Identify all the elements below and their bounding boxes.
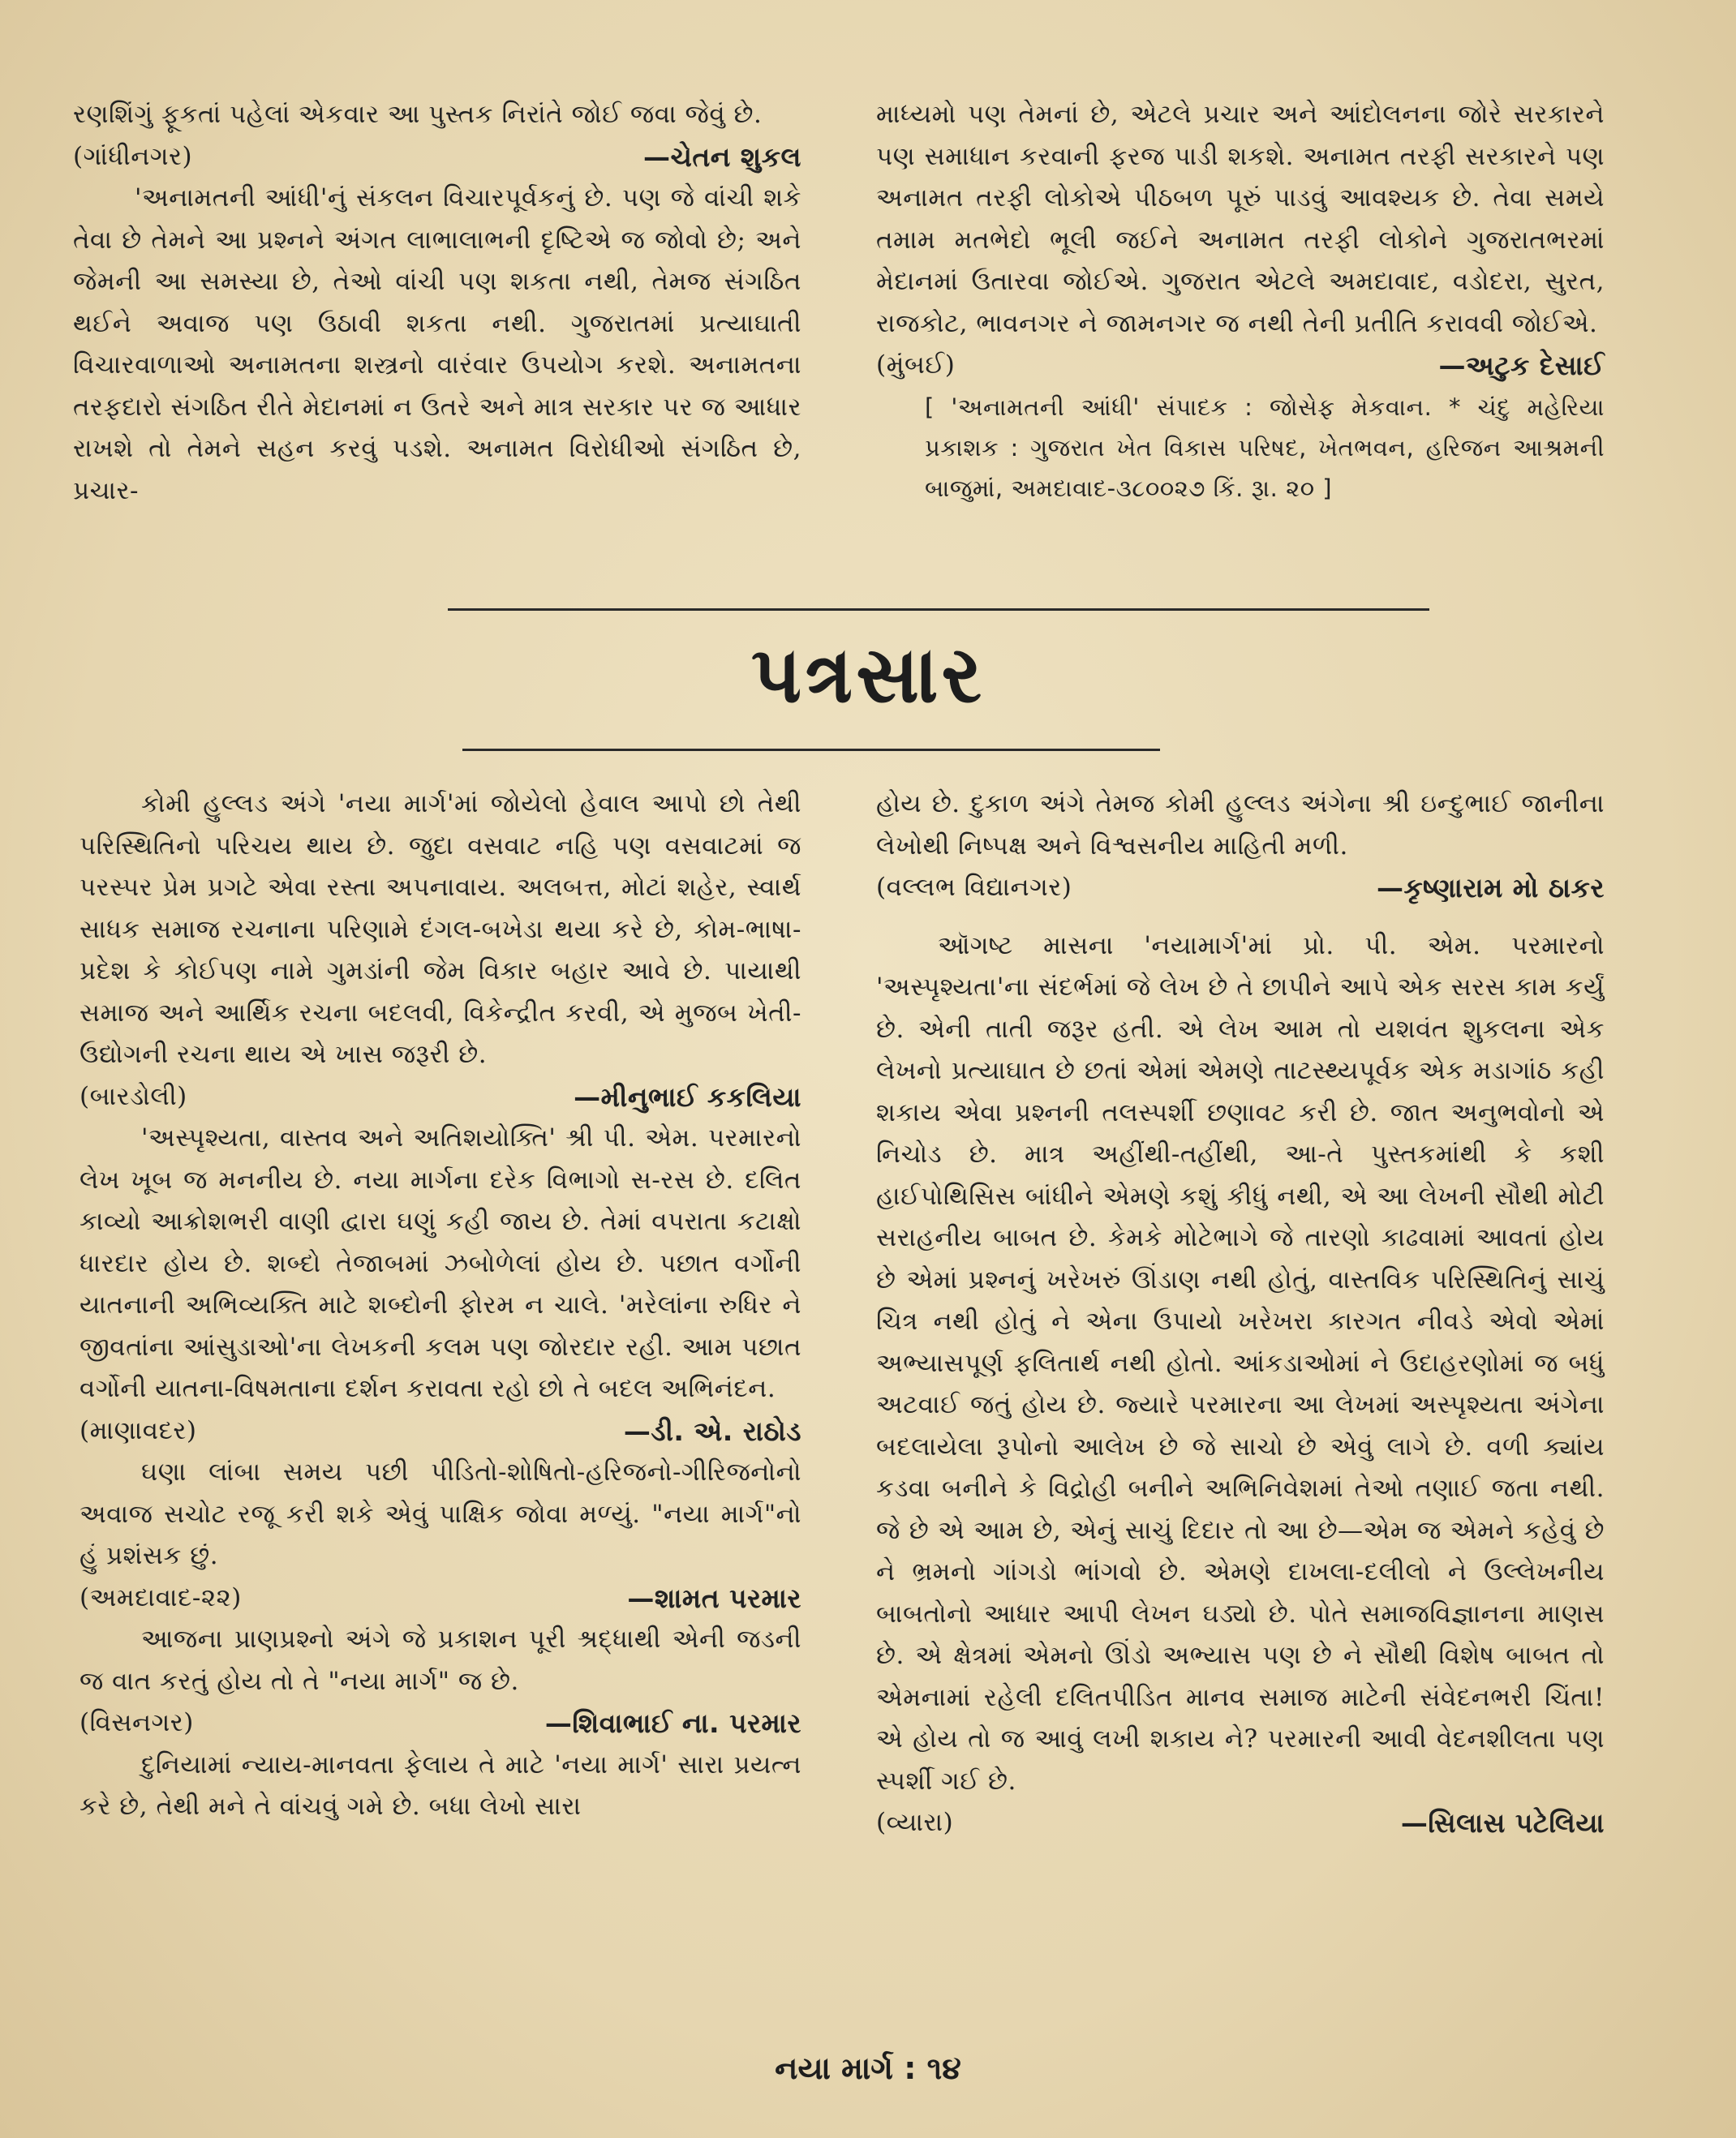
signature-row [79, 1578, 801, 1620]
signature-row [73, 136, 801, 178]
author-signature: —મીનુભાઈ કકલિયા [574, 1080, 801, 1113]
paragraph: ઑગષ્ટ માસના 'નયામાર્ગ'માં પ્રો. પી. એમ. પરમારનો 'અસ્પૃશ્યતા'ના સંદર્ભમાં જે લેખ છે તે છાપીને આપે એક સરસ કામ કર્યું છે. એની તાતી જરૂર હતી. એ લેખ આમ તો યશવંત શુકલના એક લેખનો પ્રત્યાઘાત છે છતાં એમાં એમણે તાટસ્થ્યપૂર્વક એક મડાગાંઠ કહી શકાય એવા પ્રશ્નની તલસ્પર્શી છણાવટ કરી છે. જાત અનુભવોનો એ નિચોડ છે. માત્ર અહીંથી-તહીંથી, આ-તે પુસ્તકમાંથી કે કશી હાઈપોથિસિસ બાંધીને એમણે કશું કીધું નથી, એ આ લેખની સૌથી મોટી સરાહનીય બાબત છે. કેમકે મોટેભાગે જે તારણો કાઢવામાં આવતાં હોય છે એમાં પ્રશ્નનું ખરેખરું ઊંડાણ નથી હોતું, વાસ્તવિક પરિસ્થિતિનું સાચું ચિત્ર નથી હોતું ને એના ઉપાયો ખરેખરા કારગત નીવડે એવો એમાં અભ્યાસપૂર્ણ ફલિતાર્થ નથી હોતો. આંકડાઓમાં ને ઉદાહરણોમાં જ બધું અટવાઈ જતું હોય છે. જ્યારે પરમારના આ લેખમાં અસ્પૃશ્યતા અંગેના બદલાયેલા રૂપોનો આલેખ છે જે સાચો છે એવું લાગે છે. વળી ક્યાંય કડવા બનીને કે વિદ્રોહી બનીને અભિનિવેશમાં તેઓ તણાઈ જતા નથી. જે છે એ આમ છે, એનું સાચું દિદાર તો આ છે—એમ જ એમને કહેવું છે ને ભ્રમનો ગાંગડો ભાંગવો છે. એમણે દાખલા-દલીલો ને ઉલ્લેખનીય બાબતોનો આધાર આપી લેખન ઘડ્યો છે. પોતે સમાજવિજ્ઞાનના માણસ છે. એ ક્ષેત્રમાં એમનો ઊંડો અભ્યાસ પણ છે ને સૌથી વિશેષ બાબત તો એમનામાં રહેલી દલિતપીડિત માનવ સમાજ માટેની સંવેદનભરી ચિંતા! એ હોય તો જ આવું લખી શકાય ને? પરમારની આવી વેદનશીલતા પણ સ્પર્શી ગઈ છે. [876, 930, 1605, 1796]
author-signature: —ચેતન શુકલ [642, 140, 801, 173]
place-label: (અમદાવાદ-૨૨) [79, 1582, 242, 1612]
place-label: (માણાવદર) [79, 1415, 197, 1445]
section-divider-top [448, 608, 1429, 611]
paragraph: 'અસ્પૃશ્યતા, વાસ્તવ અને અતિશયોક્તિ' શ્રી પી. એમ. પરમારનો લેખ ખૂબ જ મનનીય છે. નયા માર્ગના દરેક વિભાગો સ-રસ છે. દલિત કાવ્યો આક્રોશભરી વાણી દ્વારા ઘણું કહી જાય છે. તેમાં વપરાતા કટાક્ષો ધારદાર હોય છે. શબ્દો તેજાબમાં ઝબોળેલાં હોય છે. પછાત વર્ગોની યાતનાની અભિવ્યક્તિ માટે શબ્દોની ફોરમ ન ચાલે. 'મરેલાંના રુધિર ને જીવતાંના આંસુડાઓ'ના લેખકની કલમ પણ જોરદાર રહી. આમ પછાત વર્ગોની યાતના-વિષમતાના દર્શન કરાવતા રહો છો તે બદલ અભિનંદન. [79, 1123, 801, 1403]
paragraph: કોમી હુલ્લડ અંગે 'નયા માર્ગ'માં જોયેલો હેવાલ આપો છો તેથી પરિસ્થિતિનો પરિચય થાય છે. જુદા વસવાટ નહિ પણ વસવાટમાં જ પરસ્પર પ્રેમ પ્રગટે એવા રસ્તા અપનાવાય. અલબત્ત, મોટાં શહેર, સ્વાર્થ સાધક સમાજ રચનાના પરિણામે દંગલ-બખેડા થયા કરે છે, કોમ-ભાષા-પ્રદેશ કે કોઈપણ નામે ગુમડાંની જેમ વિકાર બહાર આવે છે. પાયાથી સમાજ અને આર્થિક રચના બદલવી, વિકેન્દ્રીત કરવી, એ મુજબ ખેતી-ઉદ્યોગની રચના થાય એ ખાસ જરૂરી છે. [79, 789, 801, 1069]
author-signature: —ડી. એ. રાઠોડ [623, 1415, 801, 1447]
paragraph: માધ્યમો પણ તેમનાં છે, એટલે પ્રચાર અને આંદોલનના જોરે સરકારને પણ સમાધાન કરવાની ફરજ પાડી શકશે. અનામત તરફી સરકારને પણ અનામત તરફી લોકોએ પીઠબળ પૂરું પાડવું આવશ્યક છે. તેવા સમયે તમામ મતભેદો ભૂલી જઈને અનામત તરફી લોકોને ગુજરાતભરમાં મેદાનમાં ઉતારવા જોઈએ. ગુજરાત એટલે અમદાવાદ, વડોદરા, સુરત, રાજકોટ, ભાવનગર ને જામનગર જ નથી તેની પ્રતીતિ કરાવવી જોઈએ. [876, 100, 1605, 338]
paragraph: 'અનામતની આંધી'નું સંકલન વિચારપૂર્વકનું છે. પણ જે વાંચી શકે તેવા છે તેમને આ પ્રશ્નને અંગત લાભાલાભની દૃષ્ટિએ જ જોવો છે; અને જેમની આ સમસ્યા છે, તેઓ વાંચી પણ શકતા નથી, તેમજ સંગઠિત થઈને અવાજ પણ ઉઠાવી શકતા નથી. ગુજરાતમાં પ્રત્યાઘાતી વિચારવાળાઓ અનામતના શસ્ત્રનો વારંવાર ઉપયોગ કરશે. અનામતના તરફદારો સંગઠિત રીતે મેદાનમાં ન ઉતરે અને માત્ર સરકાર પર જ આધાર રાખશે તો તેમને સહન કરવું પડશે. અનામત વિરોધીઓ સંગઠિત છે, પ્રચાર- [73, 183, 801, 505]
signature-row [876, 867, 1605, 909]
author-signature: —કૃષ્ણારામ મો ઠાકર [1377, 872, 1605, 904]
place-label: (મુંબઈ) [876, 350, 956, 380]
author-signature: —શિવાભાઈ ના. પરમાર [544, 1707, 801, 1739]
author-signature: —સિલાસ પટેલિયા [1400, 1807, 1605, 1839]
signature-row [79, 1076, 801, 1118]
place-label: (વિસનગર) [79, 1708, 194, 1737]
place-label: (વલ્લભ વિદ્યાનગર) [876, 873, 1072, 902]
signature-row [79, 1702, 801, 1745]
signature-row [876, 345, 1605, 387]
author-signature: —અટુક દેસાઈ [1438, 350, 1605, 381]
section-divider-bottom [462, 749, 1160, 751]
top-left-column [73, 94, 801, 512]
place-label: (વ્યારા) [876, 1808, 954, 1837]
page-footer: નયા માર્ગ : ૧૪ [775, 2050, 961, 2086]
place-label: (ગાંધીનગર) [73, 141, 193, 171]
book-credits: [ 'અનામતની આંધી' સંપાદક : જોસેફ મેકવાન. * ચંદુ મહેરિયા પ્રકાશક : ગુજરાત ખેત વિકાસ પરિષદ, ખેતભવન, હરિજન આશ્રમની બાજુમાં, અમદાવાદ-૩૮૦૦૨૭ કિં. રૂા. ૨૦ ] [925, 393, 1605, 502]
paragraph: દુનિયામાં ન્યાય-માનવતા ફેલાય તે માટે 'નયા માર્ગ' સારા પ્રયત્ન કરે છે, તેથી મને તે વાંચવું ગમે છે. બધા લેખો સારા [79, 1749, 801, 1821]
paragraph: રણશિંગું ફૂકતાં પહેલાં એકવાર આ પુસ્તક નિરાંતે જોઈ જવા જેવું છે. [73, 100, 763, 129]
signature-row [79, 1410, 801, 1453]
bottom-left-column [79, 784, 801, 1828]
section-heading: પત્રસાર [750, 629, 986, 720]
paragraph: ઘણા લાંબા સમય પછી પીડિતો-શોષિતો-હરિજનો-ગીરિજનોનો અવાજ સચોટ રજૂ કરી શકે એવું પાક્ષિક જોવા મળ્યું. "નયા માર્ગ"નો હું પ્રશંસક છું. [79, 1458, 801, 1570]
paragraph: હોય છે. દુકાળ અંગે તેમજ કોમી હુલ્લડ અંગેના શ્રી ઇન્દુભાઈ જાનીના લેખોથી નિષ્પક્ષ અને વિશ્વસનીય માહિતી મળી. [876, 789, 1605, 861]
signature-row [876, 1802, 1605, 1844]
paragraph: આજના પ્રાણપ્રશ્નો અંગે જે પ્રકાશન પૂરી શ્રદ્ધાથી એની જડની જ વાત કરતું હોય તો તે "નયા માર્ગ" જ છે. [79, 1625, 801, 1696]
author-signature: —શામત પરમાર [627, 1582, 801, 1614]
top-right-column [876, 94, 1605, 509]
bottom-right-column [876, 784, 1605, 1844]
place-label: (બારડોલી) [79, 1081, 187, 1111]
